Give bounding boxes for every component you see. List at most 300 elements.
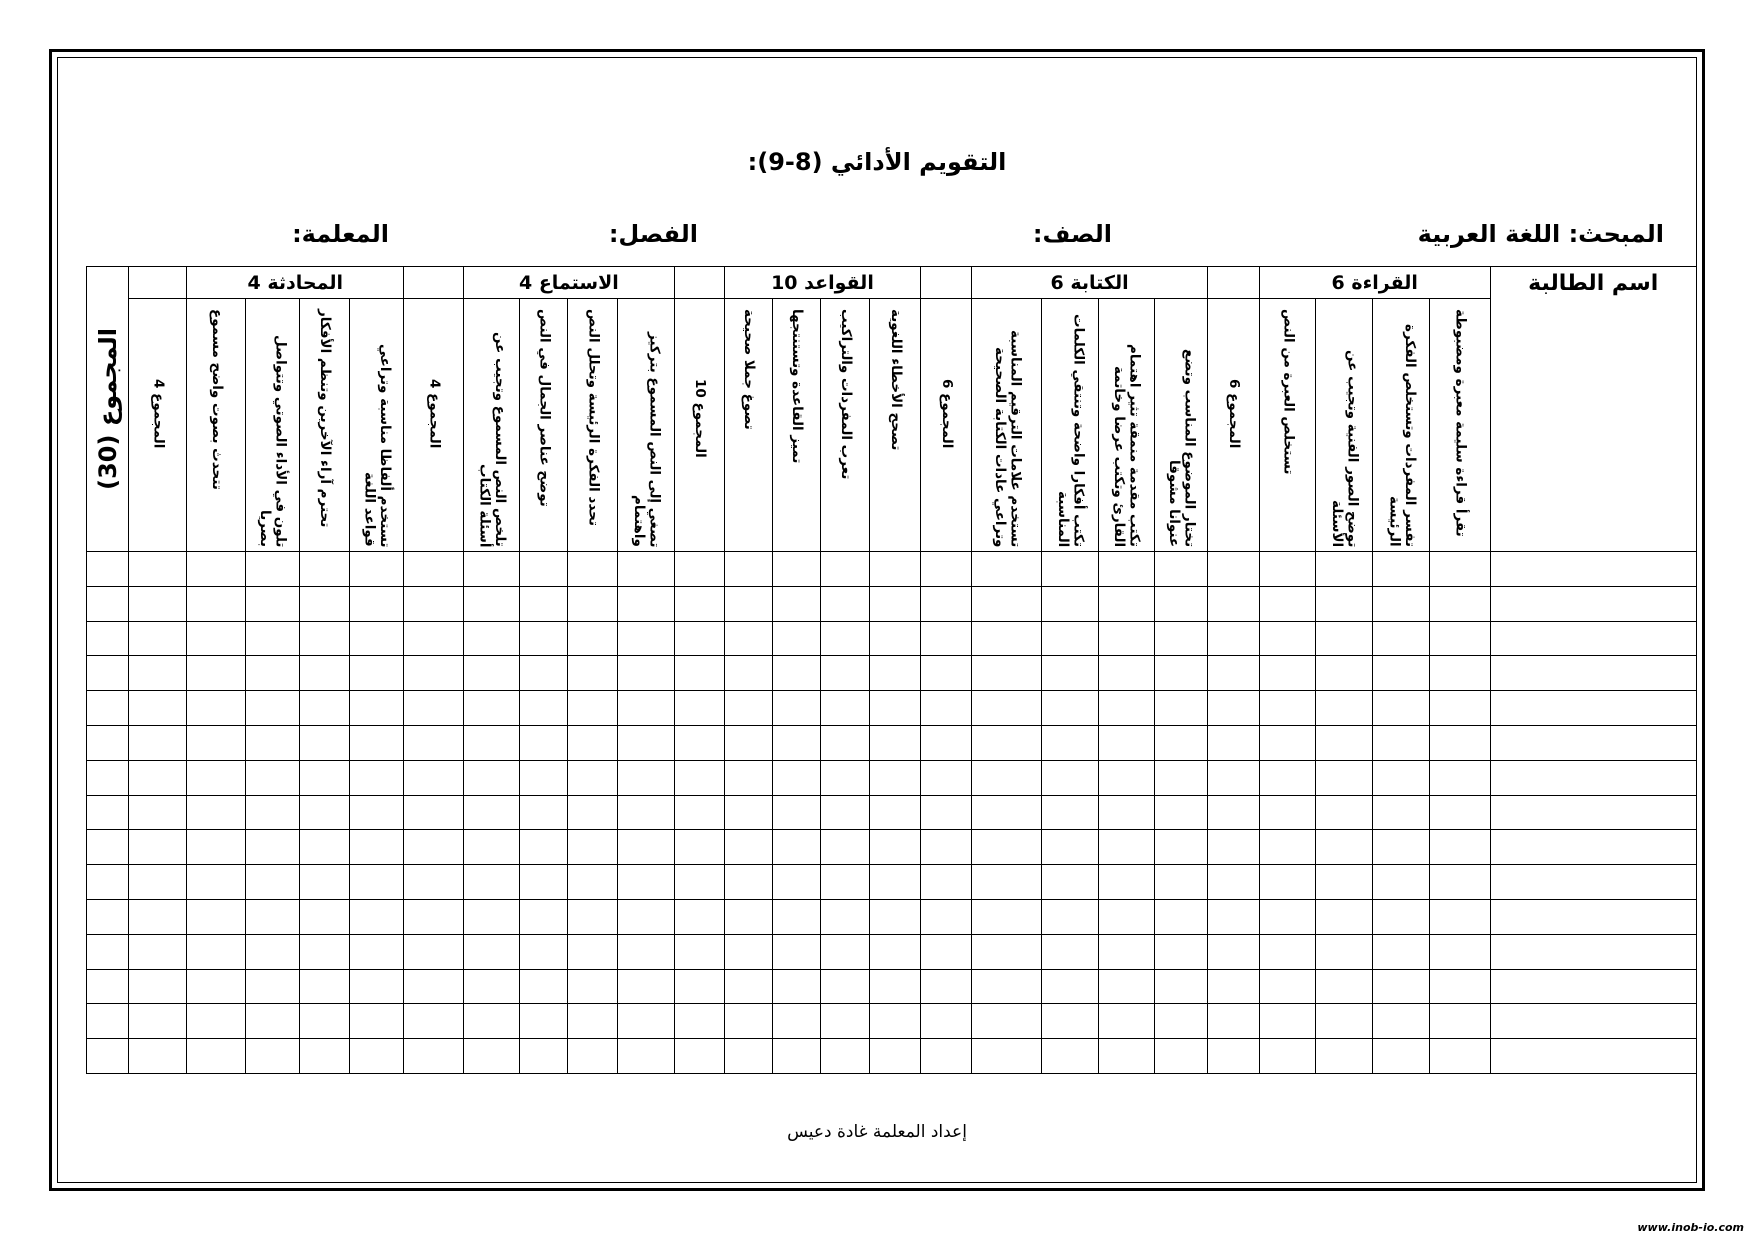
grade-cell[interactable] (1373, 551, 1430, 586)
grade-cell[interactable] (724, 934, 772, 969)
grade-cell[interactable] (921, 621, 972, 656)
grade-cell[interactable] (1207, 760, 1259, 795)
grade-cell[interactable] (618, 725, 674, 760)
grade-cell[interactable] (404, 586, 464, 621)
grade-cell[interactable] (87, 1004, 129, 1039)
grade-cell[interactable] (921, 551, 972, 586)
student-name-cell[interactable] (1490, 656, 1697, 691)
grade-cell[interactable] (870, 899, 921, 934)
grade-cell[interactable] (820, 1039, 869, 1074)
grade-cell[interactable] (674, 621, 724, 656)
grade-cell[interactable] (1316, 551, 1373, 586)
grade-cell[interactable] (972, 865, 1042, 900)
grade-cell[interactable] (1154, 621, 1207, 656)
grade-cell[interactable] (1259, 551, 1315, 586)
grade-cell[interactable] (349, 586, 403, 621)
grade-cell[interactable] (520, 621, 568, 656)
grade-cell[interactable] (245, 795, 299, 830)
grade-cell[interactable] (1259, 1039, 1315, 1074)
grade-cell[interactable] (464, 830, 520, 865)
grade-cell[interactable] (520, 725, 568, 760)
grade-cell[interactable] (1430, 725, 1490, 760)
grade-cell[interactable] (1098, 586, 1154, 621)
grade-cell[interactable] (349, 899, 403, 934)
grade-cell[interactable] (87, 760, 129, 795)
grade-cell[interactable] (1154, 691, 1207, 726)
grade-cell[interactable] (1316, 1004, 1373, 1039)
grade-cell[interactable] (245, 899, 299, 934)
grade-cell[interactable] (129, 691, 187, 726)
grade-cell[interactable] (1373, 725, 1430, 760)
grade-cell[interactable] (1259, 725, 1315, 760)
grade-cell[interactable] (1373, 865, 1430, 900)
grade-cell[interactable] (1373, 1004, 1430, 1039)
grade-cell[interactable] (1207, 969, 1259, 1004)
grade-cell[interactable] (129, 1039, 187, 1074)
grade-cell[interactable] (1098, 760, 1154, 795)
grade-cell[interactable] (1430, 621, 1490, 656)
grade-cell[interactable] (618, 621, 674, 656)
grade-cell[interactable] (245, 830, 299, 865)
grade-cell[interactable] (404, 795, 464, 830)
grade-cell[interactable] (1042, 725, 1098, 760)
grade-cell[interactable] (568, 551, 618, 586)
grade-cell[interactable] (464, 621, 520, 656)
grade-cell[interactable] (1430, 899, 1490, 934)
grade-cell[interactable] (404, 1039, 464, 1074)
grade-cell[interactable] (820, 760, 869, 795)
grade-cell[interactable] (1259, 934, 1315, 969)
grade-cell[interactable] (618, 691, 674, 726)
grade-cell[interactable] (464, 865, 520, 900)
grade-cell[interactable] (1373, 691, 1430, 726)
grade-cell[interactable] (299, 725, 349, 760)
grade-cell[interactable] (772, 934, 820, 969)
grade-cell[interactable] (820, 865, 869, 900)
grade-cell[interactable] (921, 760, 972, 795)
grade-cell[interactable] (187, 656, 245, 691)
grade-cell[interactable] (1373, 760, 1430, 795)
grade-cell[interactable] (187, 969, 245, 1004)
grade-cell[interactable] (299, 656, 349, 691)
grade-cell[interactable] (674, 656, 724, 691)
grade-cell[interactable] (724, 760, 772, 795)
grade-cell[interactable] (1373, 795, 1430, 830)
grade-cell[interactable] (921, 691, 972, 726)
grade-cell[interactable] (87, 934, 129, 969)
grade-cell[interactable] (1098, 969, 1154, 1004)
grade-cell[interactable] (1098, 656, 1154, 691)
grade-cell[interactable] (1259, 656, 1315, 691)
grade-cell[interactable] (674, 1039, 724, 1074)
grade-cell[interactable] (1316, 1039, 1373, 1074)
grade-cell[interactable] (404, 725, 464, 760)
grade-cell[interactable] (1207, 899, 1259, 934)
grade-cell[interactable] (245, 621, 299, 656)
grade-cell[interactable] (772, 899, 820, 934)
grade-cell[interactable] (1430, 795, 1490, 830)
grade-cell[interactable] (1154, 1004, 1207, 1039)
grade-cell[interactable] (187, 551, 245, 586)
grade-cell[interactable] (972, 551, 1042, 586)
grade-cell[interactable] (1042, 934, 1098, 969)
grade-cell[interactable] (870, 691, 921, 726)
grade-cell[interactable] (404, 934, 464, 969)
grade-cell[interactable] (404, 865, 464, 900)
grade-cell[interactable] (724, 969, 772, 1004)
grade-cell[interactable] (772, 865, 820, 900)
grade-cell[interactable] (1259, 969, 1315, 1004)
grade-cell[interactable] (1316, 795, 1373, 830)
grade-cell[interactable] (299, 865, 349, 900)
grade-cell[interactable] (972, 621, 1042, 656)
grade-cell[interactable] (972, 830, 1042, 865)
grade-cell[interactable] (618, 865, 674, 900)
grade-cell[interactable] (129, 830, 187, 865)
grade-cell[interactable] (568, 691, 618, 726)
grade-cell[interactable] (87, 725, 129, 760)
grade-cell[interactable] (520, 934, 568, 969)
grade-cell[interactable] (618, 586, 674, 621)
grade-cell[interactable] (1430, 830, 1490, 865)
grade-cell[interactable] (870, 1004, 921, 1039)
grade-cell[interactable] (299, 691, 349, 726)
grade-cell[interactable] (870, 621, 921, 656)
grade-cell[interactable] (1316, 899, 1373, 934)
grade-cell[interactable] (87, 899, 129, 934)
grade-cell[interactable] (187, 586, 245, 621)
grade-cell[interactable] (618, 899, 674, 934)
grade-cell[interactable] (404, 1004, 464, 1039)
grade-cell[interactable] (1042, 865, 1098, 900)
grade-cell[interactable] (404, 760, 464, 795)
grade-cell[interactable] (870, 865, 921, 900)
grade-cell[interactable] (921, 969, 972, 1004)
grade-cell[interactable] (1259, 621, 1315, 656)
grade-cell[interactable] (1207, 586, 1259, 621)
grade-cell[interactable] (245, 969, 299, 1004)
student-name-cell[interactable] (1490, 725, 1697, 760)
grade-cell[interactable] (1098, 865, 1154, 900)
grade-cell[interactable] (1430, 551, 1490, 586)
grade-cell[interactable] (724, 656, 772, 691)
grade-cell[interactable] (921, 899, 972, 934)
grade-cell[interactable] (464, 691, 520, 726)
grade-cell[interactable] (464, 760, 520, 795)
grade-cell[interactable] (1259, 899, 1315, 934)
grade-cell[interactable] (1154, 795, 1207, 830)
grade-cell[interactable] (921, 934, 972, 969)
grade-cell[interactable] (245, 551, 299, 586)
grade-cell[interactable] (618, 795, 674, 830)
grade-cell[interactable] (464, 586, 520, 621)
grade-cell[interactable] (568, 830, 618, 865)
grade-cell[interactable] (245, 1004, 299, 1039)
grade-cell[interactable] (464, 725, 520, 760)
grade-cell[interactable] (520, 760, 568, 795)
grade-cell[interactable] (674, 725, 724, 760)
student-name-cell[interactable] (1490, 899, 1697, 934)
grade-cell[interactable] (921, 1004, 972, 1039)
grade-cell[interactable] (1042, 551, 1098, 586)
grade-cell[interactable] (1207, 725, 1259, 760)
grade-cell[interactable] (245, 934, 299, 969)
grade-cell[interactable] (1259, 586, 1315, 621)
grade-cell[interactable] (1154, 969, 1207, 1004)
grade-cell[interactable] (618, 1004, 674, 1039)
grade-cell[interactable] (299, 969, 349, 1004)
grade-cell[interactable] (87, 795, 129, 830)
grade-cell[interactable] (349, 795, 403, 830)
grade-cell[interactable] (1098, 899, 1154, 934)
grade-cell[interactable] (1259, 865, 1315, 900)
grade-cell[interactable] (187, 621, 245, 656)
grade-cell[interactable] (674, 969, 724, 1004)
grade-cell[interactable] (1154, 1039, 1207, 1074)
grade-cell[interactable] (87, 691, 129, 726)
grade-cell[interactable] (1316, 830, 1373, 865)
grade-cell[interactable] (187, 830, 245, 865)
grade-cell[interactable] (674, 551, 724, 586)
grade-cell[interactable] (724, 725, 772, 760)
grade-cell[interactable] (1316, 934, 1373, 969)
grade-cell[interactable] (187, 1039, 245, 1074)
grade-cell[interactable] (674, 934, 724, 969)
grade-cell[interactable] (349, 725, 403, 760)
student-name-cell[interactable] (1490, 551, 1697, 586)
grade-cell[interactable] (1316, 621, 1373, 656)
grade-cell[interactable] (349, 830, 403, 865)
grade-cell[interactable] (772, 725, 820, 760)
grade-cell[interactable] (1098, 795, 1154, 830)
grade-cell[interactable] (1154, 656, 1207, 691)
grade-cell[interactable] (1154, 725, 1207, 760)
grade-cell[interactable] (1373, 899, 1430, 934)
grade-cell[interactable] (972, 725, 1042, 760)
grade-cell[interactable] (972, 899, 1042, 934)
grade-cell[interactable] (404, 899, 464, 934)
grade-cell[interactable] (820, 691, 869, 726)
grade-cell[interactable] (972, 760, 1042, 795)
student-name-cell[interactable] (1490, 934, 1697, 969)
grade-cell[interactable] (618, 830, 674, 865)
grade-cell[interactable] (1098, 725, 1154, 760)
grade-cell[interactable] (1430, 1039, 1490, 1074)
grade-cell[interactable] (187, 1004, 245, 1039)
student-name-cell[interactable] (1490, 691, 1697, 726)
grade-cell[interactable] (129, 725, 187, 760)
grade-cell[interactable] (520, 1039, 568, 1074)
grade-cell[interactable] (870, 760, 921, 795)
grade-cell[interactable] (129, 586, 187, 621)
grade-cell[interactable] (1373, 621, 1430, 656)
grade-cell[interactable] (1316, 760, 1373, 795)
grade-cell[interactable] (618, 551, 674, 586)
grade-cell[interactable] (87, 865, 129, 900)
grade-cell[interactable] (674, 760, 724, 795)
grade-cell[interactable] (1430, 586, 1490, 621)
grade-cell[interactable] (464, 551, 520, 586)
grade-cell[interactable] (1207, 1039, 1259, 1074)
grade-cell[interactable] (1207, 795, 1259, 830)
grade-cell[interactable] (129, 621, 187, 656)
grade-cell[interactable] (1430, 760, 1490, 795)
student-name-cell[interactable] (1490, 830, 1697, 865)
grade-cell[interactable] (618, 969, 674, 1004)
grade-cell[interactable] (1154, 934, 1207, 969)
grade-cell[interactable] (568, 656, 618, 691)
grade-cell[interactable] (921, 795, 972, 830)
grade-cell[interactable] (1154, 899, 1207, 934)
grade-cell[interactable] (349, 934, 403, 969)
grade-cell[interactable] (520, 656, 568, 691)
grade-cell[interactable] (1154, 865, 1207, 900)
grade-cell[interactable] (464, 656, 520, 691)
grade-cell[interactable] (1207, 934, 1259, 969)
grade-cell[interactable] (820, 899, 869, 934)
grade-cell[interactable] (299, 621, 349, 656)
grade-cell[interactable] (568, 1039, 618, 1074)
grade-cell[interactable] (1207, 621, 1259, 656)
grade-cell[interactable] (674, 865, 724, 900)
grade-cell[interactable] (568, 865, 618, 900)
grade-cell[interactable] (870, 551, 921, 586)
grade-cell[interactable] (1316, 725, 1373, 760)
grade-cell[interactable] (674, 691, 724, 726)
grade-cell[interactable] (820, 586, 869, 621)
grade-cell[interactable] (1373, 934, 1430, 969)
grade-cell[interactable] (772, 586, 820, 621)
grade-cell[interactable] (870, 830, 921, 865)
grade-cell[interactable] (520, 865, 568, 900)
grade-cell[interactable] (87, 969, 129, 1004)
grade-cell[interactable] (724, 899, 772, 934)
grade-cell[interactable] (299, 1039, 349, 1074)
grade-cell[interactable] (772, 656, 820, 691)
grade-cell[interactable] (129, 656, 187, 691)
grade-cell[interactable] (1316, 656, 1373, 691)
grade-cell[interactable] (772, 621, 820, 656)
grade-cell[interactable] (772, 830, 820, 865)
grade-cell[interactable] (520, 899, 568, 934)
grade-cell[interactable] (820, 934, 869, 969)
grade-cell[interactable] (568, 760, 618, 795)
grade-cell[interactable] (870, 969, 921, 1004)
grade-cell[interactable] (568, 795, 618, 830)
grade-cell[interactable] (674, 830, 724, 865)
grade-cell[interactable] (1098, 934, 1154, 969)
student-name-cell[interactable] (1490, 795, 1697, 830)
student-name-cell[interactable] (1490, 621, 1697, 656)
grade-cell[interactable] (972, 1004, 1042, 1039)
grade-cell[interactable] (464, 934, 520, 969)
grade-cell[interactable] (1042, 586, 1098, 621)
grade-cell[interactable] (1098, 830, 1154, 865)
grade-cell[interactable] (299, 830, 349, 865)
grade-cell[interactable] (87, 830, 129, 865)
grade-cell[interactable] (772, 795, 820, 830)
grade-cell[interactable] (724, 830, 772, 865)
student-name-cell[interactable] (1490, 1004, 1697, 1039)
grade-cell[interactable] (870, 586, 921, 621)
grade-cell[interactable] (245, 691, 299, 726)
grade-cell[interactable] (870, 656, 921, 691)
grade-cell[interactable] (464, 899, 520, 934)
grade-cell[interactable] (921, 1039, 972, 1074)
grade-cell[interactable] (1373, 656, 1430, 691)
grade-cell[interactable] (1316, 865, 1373, 900)
grade-cell[interactable] (820, 551, 869, 586)
grade-cell[interactable] (674, 795, 724, 830)
grade-cell[interactable] (724, 586, 772, 621)
grade-cell[interactable] (772, 1004, 820, 1039)
grade-cell[interactable] (972, 1039, 1042, 1074)
grade-cell[interactable] (724, 865, 772, 900)
grade-cell[interactable] (404, 969, 464, 1004)
grade-cell[interactable] (1098, 1039, 1154, 1074)
grade-cell[interactable] (299, 795, 349, 830)
grade-cell[interactable] (1042, 760, 1098, 795)
grade-cell[interactable] (568, 1004, 618, 1039)
grade-cell[interactable] (520, 969, 568, 1004)
grade-cell[interactable] (1316, 586, 1373, 621)
grade-cell[interactable] (129, 1004, 187, 1039)
grade-cell[interactable] (1373, 969, 1430, 1004)
grade-cell[interactable] (1430, 969, 1490, 1004)
grade-cell[interactable] (870, 934, 921, 969)
grade-cell[interactable] (1154, 586, 1207, 621)
grade-cell[interactable] (772, 551, 820, 586)
grade-cell[interactable] (349, 656, 403, 691)
grade-cell[interactable] (972, 656, 1042, 691)
grade-cell[interactable] (1207, 551, 1259, 586)
student-name-cell[interactable] (1490, 969, 1697, 1004)
grade-cell[interactable] (349, 551, 403, 586)
grade-cell[interactable] (349, 1039, 403, 1074)
grade-cell[interactable] (349, 1004, 403, 1039)
grade-cell[interactable] (245, 656, 299, 691)
grade-cell[interactable] (187, 795, 245, 830)
grade-cell[interactable] (724, 621, 772, 656)
grade-cell[interactable] (187, 934, 245, 969)
grade-cell[interactable] (921, 830, 972, 865)
grade-cell[interactable] (464, 969, 520, 1004)
grade-cell[interactable] (618, 1039, 674, 1074)
grade-cell[interactable] (1042, 969, 1098, 1004)
grade-cell[interactable] (520, 795, 568, 830)
student-name-cell[interactable] (1490, 586, 1697, 621)
grade-cell[interactable] (674, 586, 724, 621)
grade-cell[interactable] (299, 760, 349, 795)
grade-cell[interactable] (187, 865, 245, 900)
grade-cell[interactable] (1373, 1039, 1430, 1074)
grade-cell[interactable] (1042, 691, 1098, 726)
grade-cell[interactable] (568, 969, 618, 1004)
grade-cell[interactable] (724, 1039, 772, 1074)
grade-cell[interactable] (299, 1004, 349, 1039)
grade-cell[interactable] (724, 691, 772, 726)
grade-cell[interactable] (921, 725, 972, 760)
grade-cell[interactable] (349, 969, 403, 1004)
grade-cell[interactable] (299, 586, 349, 621)
grade-cell[interactable] (618, 934, 674, 969)
grade-cell[interactable] (1430, 1004, 1490, 1039)
grade-cell[interactable] (921, 865, 972, 900)
grade-cell[interactable] (1042, 1039, 1098, 1074)
grade-cell[interactable] (1430, 934, 1490, 969)
grade-cell[interactable] (1259, 691, 1315, 726)
grade-cell[interactable] (820, 830, 869, 865)
